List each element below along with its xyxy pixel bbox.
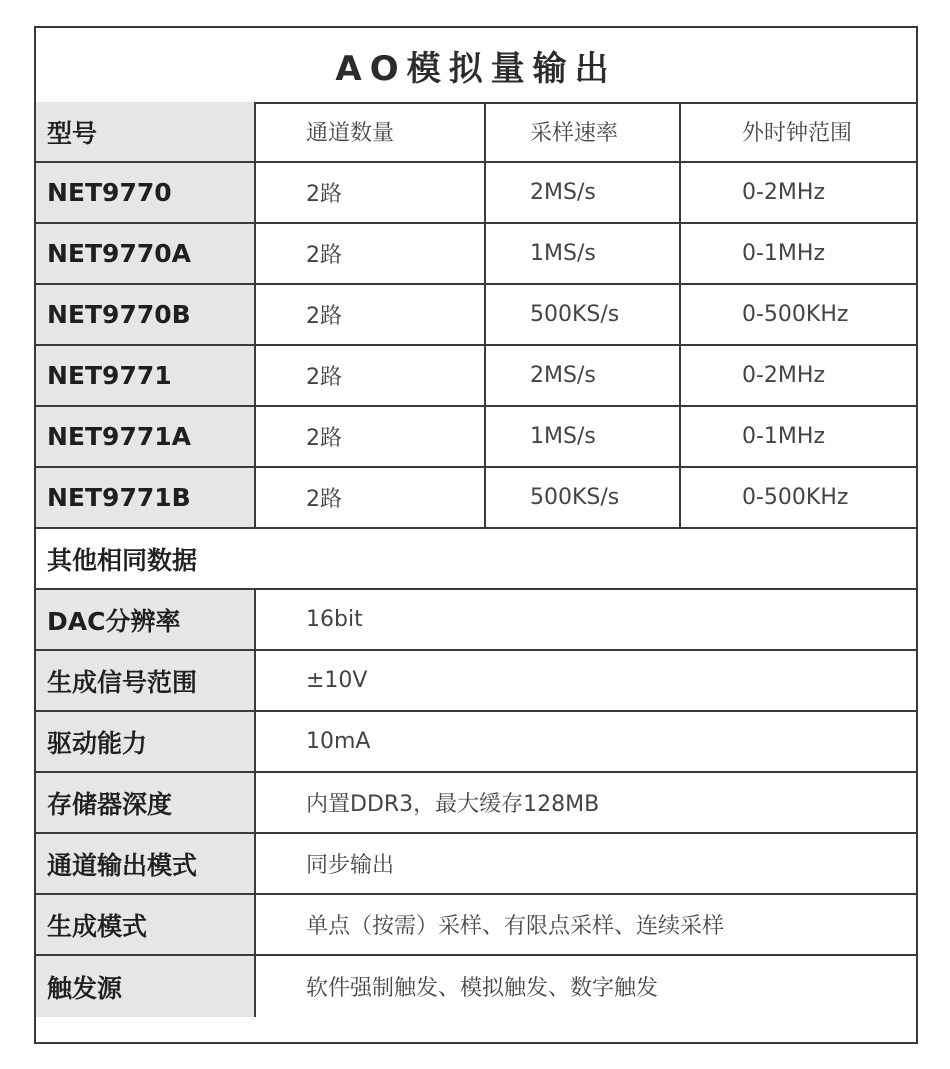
sample-rate: 500KS/s	[486, 285, 681, 344]
header-channels: 通道数量	[256, 102, 486, 161]
spec-row	[36, 956, 916, 1017]
clock-range: 0-1MHz	[742, 241, 826, 266]
sample-rate: 500KS/s	[486, 468, 681, 527]
channel-count: 2路	[256, 285, 486, 344]
spec-label: 存储器深度	[36, 773, 256, 832]
table-row	[36, 285, 916, 346]
sample-rate: 2MS/s	[486, 346, 681, 405]
spec-row	[36, 895, 916, 956]
channel-count: 2路	[256, 346, 486, 405]
header-label: 型号	[36, 102, 256, 161]
spec-value: 内置DDR3，最大缓存128MB	[306, 792, 600, 817]
spec-label: 生成信号范围	[36, 651, 256, 710]
table-row	[36, 468, 916, 529]
table-row	[36, 346, 916, 407]
spec-row	[36, 651, 916, 712]
model-name: NET9770A	[36, 224, 256, 283]
section-heading-row	[36, 529, 916, 590]
spec-value: 同步输出	[306, 853, 395, 878]
header-rate: 采样速率	[486, 102, 681, 161]
spec-row	[36, 773, 916, 834]
table-row	[36, 163, 916, 224]
spec-value: 10mA	[306, 729, 371, 754]
model-name: NET9770	[36, 163, 256, 222]
spec-value: 单点（按需）采样、有限点采样、连续采样	[306, 914, 725, 939]
table-title: AO模拟量输出	[36, 28, 916, 104]
table-row	[36, 224, 916, 285]
table-body	[36, 102, 916, 1017]
spec-label: DAC分辨率	[36, 590, 256, 649]
model-name: NET9770B	[36, 285, 256, 344]
clock-range: 0-1MHz	[742, 424, 826, 449]
spec-row	[36, 712, 916, 773]
spec-label: 触发源	[36, 956, 256, 1017]
channel-count: 2路	[256, 468, 486, 527]
model-name: NET9771	[36, 346, 256, 405]
model-name: NET9771B	[36, 468, 256, 527]
spec-row	[36, 590, 916, 651]
spec-table	[34, 26, 918, 1044]
spec-value: 16bit	[306, 607, 363, 632]
spec-label: 生成模式	[36, 895, 256, 954]
spec-label: 驱动能力	[36, 712, 256, 771]
clock-range: 0-500KHz	[742, 485, 849, 510]
channel-count: 2路	[256, 407, 486, 466]
sample-rate: 1MS/s	[486, 224, 681, 283]
clock-range: 0-500KHz	[742, 302, 849, 327]
channel-count: 2路	[256, 163, 486, 222]
header-row	[36, 102, 916, 163]
spec-row	[36, 834, 916, 895]
sample-rate: 1MS/s	[486, 407, 681, 466]
clock-range: 0-2MHz	[742, 363, 826, 388]
common-heading: 其他相同数据	[36, 529, 916, 588]
spec-value: 软件强制触发、模拟触发、数字触发	[306, 976, 659, 1001]
channel-count: 2路	[256, 224, 486, 283]
clock-range: 0-2MHz	[742, 180, 826, 205]
model-name: NET9771A	[36, 407, 256, 466]
sample-rate: 2MS/s	[486, 163, 681, 222]
header-clock: 外时钟范围	[742, 121, 853, 146]
table-row	[36, 407, 916, 468]
spec-value: ±10V	[306, 668, 368, 693]
spec-label: 通道输出模式	[36, 834, 256, 893]
